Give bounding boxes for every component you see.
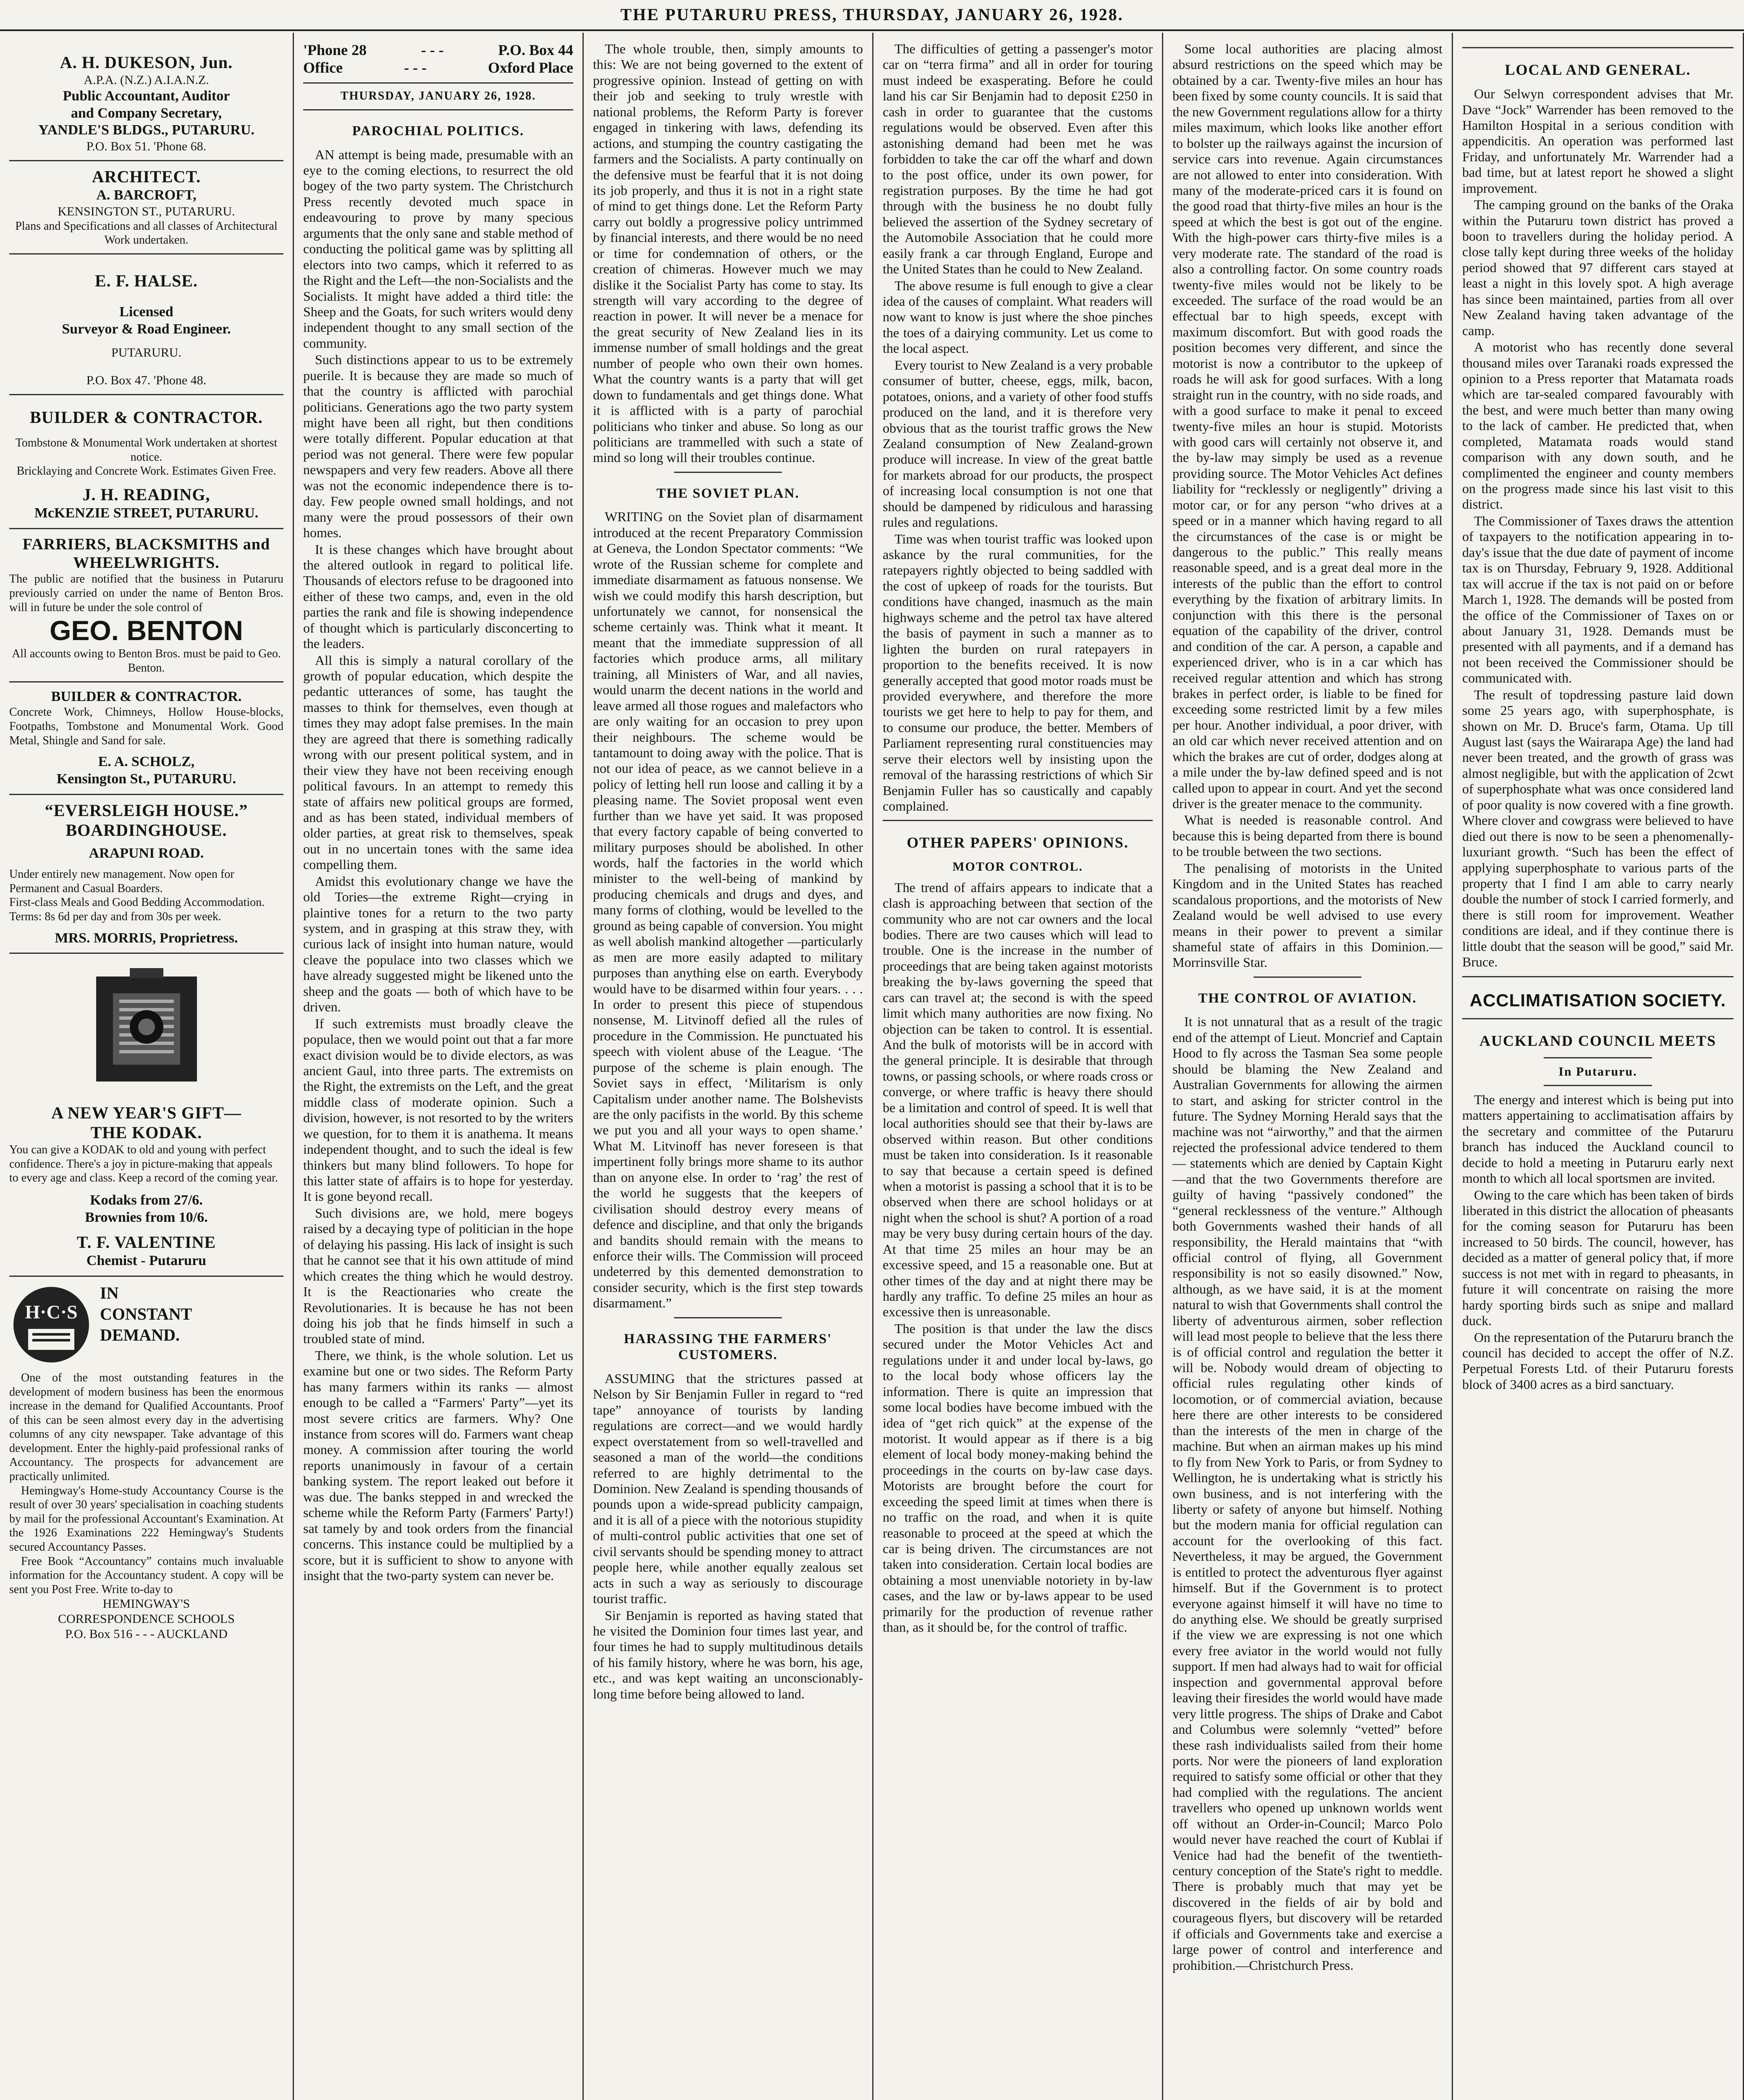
ad-name: E. A. SCHOLZ, [98, 754, 195, 770]
ad-line: PUTARURU. [111, 346, 181, 360]
ad-hemingway-body [9, 1371, 283, 1642]
ad-line: Under entirely new management. Now open for Permanent and Casual Boarders. [9, 868, 234, 895]
ad-line: Licensed [119, 304, 173, 320]
editorial-column [294, 33, 584, 2100]
ad-heading: FARRIERS, BLACKSMITHS and WHEELWRIGHTS. [22, 535, 270, 572]
ad-scholz [9, 688, 283, 788]
article-paragraph: The above resume is full enough to give a clear idea of the causes of complaint. What readers will now want to know is just where the shoe pinches the toes of a dairying community. Let us come to the local aspect. [883, 278, 1153, 356]
article-paragraph: It is these changes which have brought about the altered outlook in regard to political life. Thousands of electors refuse to be dragooned into either of these two camps, and, even in the old parties the rank and file is showing independence of thought which is particularly disconcerting to the leaders. [303, 541, 573, 651]
soviet-column [584, 33, 873, 2100]
ad-name: E. F. HALSE. [94, 271, 198, 290]
ad-benton [9, 535, 283, 675]
article-paragraph: The penalising of motorists in the United Kingdom and in the United States has reached scandalous proportions, and the motorists of New Zealand would be well advised to use every means in their power to prevent a similar shameful state of affairs in this Dominion.—Morrinsville Star. [1172, 860, 1442, 970]
article-subtitle: MOTOR CONTROL. [952, 859, 1083, 874]
article-body-motor-cont [1172, 41, 1442, 971]
article-body-soviet [593, 509, 863, 1311]
ad-line: P.O. Box 47. 'Phone 48. [86, 373, 207, 388]
place-label: Oxford Place [488, 59, 573, 76]
article-paragraph: Some local authorities are placing almost absurd restrictions on the speed which may be obtained by a car. Twenty-five miles an hour has been fixed by some county councils. It is said that the new Government regulations allow for a thirty miles maximum, which looks like another effort to bolster up the railways against the incursion of service cars into revenue. Again circumstances are not allowed to enter into consideration. With many of the moderate-priced cars it is found on the good road that thirty-five miles an hour is the speed at which the best is got out of the engine. With the high-power cars thirty-five miles is a very moderate rate. The standard of the road is also a controlling factor. On some country roads twenty-five miles would not be likely to be exceeded. The surface of the road would be an effectual bar to high speeds, except with maximum discomfort. But with good roads the position becomes very different, and since the motorist is now a contributor to the upkeep of roads he will ask for good surfaces. With a long straight run in the country, with no side roads, and with a good surface to make it penal to exceed twenty-five miles an hour is stupid. Motorists with good cars will certainly not observe it, and the by-law may simply be used as a revenue providing source. The Motor Vehicles Act defines liability for “recklessly or negligently” driving a motor car, or for any person “who drives at a speed or in a manner which having regard to all the circumstances of the case is or might be dangerous to the public.” This really means reasonable speed, and is a great deal more in the interests of the public than the effort to control everything by the fixation of arbitrary limits. In conjunction with this there is the personal equation of the capability of the driver, control and condition of the car. A person, a capable and experienced driver, who is in a car which has received regular attention and which has strong brakes in perfect order, is liable to be fined for exceeding some restricted limit by a few miles per hour. Another individual, a poor driver, with an old car which never received attention and on which the brakes are cut of order, dodges along at a mile under the by-law defined speed and is not called upon to appear in court. And yet the second driver is the greater menace to the community. [1172, 41, 1442, 811]
article-paragraph: The trend of affairs appears to indicate that a clash is approaching between that section of the community who are not car owners and the local bodies. There are two causes which will lead to trouble. One is the increase in the number of proceedings that are being taken against motorists breaking the by-laws governing the speed that cars can travel at; the second is with the speed limit which many authorities are now fixing. No objection can be taken to control. It is essential. And the bulk of motorists will be in accord with the general principle. It is desirable that through towns, or passing schools, or where roads cross or converge, or where traffic is heavy there should be a limitation and control of speed. It is well that local authorities should see that their by-laws are observed within reason. But other conditions must be taken into consideration. Is it reasonable to say that because a certain speed is defined when a motorist is passing a school that it is to be observed when there are school holidays or at night when the school is shut? A portion of a road may be very busy during certain hours of the day. At that time 25 miles an hour may be an excessive speed, and 15 a reasonable one. But at other times of the day and at night there may be hardly any traffic. To define 25 miles an hour as excessive then is unreasonable. [883, 879, 1153, 1320]
hcs-logo [9, 1283, 93, 1367]
divider [9, 953, 283, 954]
article-paragraph: On the representation of the Putaruru branch the council has decided to accept the offer of N.Z. Perpetual Forests Ltd. of their Putaruru forests block of 3400 acres as a bird sanctuary. [1462, 1329, 1734, 1392]
divider [9, 253, 283, 255]
ad-name: J. H. READING, [82, 485, 210, 504]
ad-halse [9, 271, 283, 388]
ad-line: MRS. MORRIS, Proprietress. [55, 930, 238, 946]
ad-line: All accounts owing to Benton Bros. must be paid to Geo. Benton. [12, 647, 281, 675]
article-paragraph: Such divisions are, we hold, mere bogeys raised by a decaying type of politician in the hope of delaying his passing. His lack of insight is such that he cannot see that it his own attitude of mind which creates the thing which he would destroy. It is the Reactionaries who create the Revolutionaries. It is because he has not been doing his job that he finds himself in such a troubled state of mind. [303, 1205, 573, 1347]
dateline: THURSDAY, JANUARY 26, 1928. [340, 89, 536, 103]
divider [1462, 1018, 1734, 1019]
ad-name: A. BARCROFT, [96, 187, 197, 203]
article-paragraph: The camping ground on the banks of the Oraka within the Putaruru town district has proved a boon to travellers during the holiday period. A close tally kept during three weeks of the holiday period showed that 97 different cars stayed at least a night in this lovely spot. A high average has since been maintained, parties from all over New Zealand having taken advantage of the camp. [1462, 197, 1734, 338]
article-body-parochial-cont [593, 41, 863, 466]
divider [674, 472, 782, 473]
divider [1544, 1085, 1652, 1086]
ad-line: One of the most outstanding features in the development of modern business has been the enormous increase in the demand for Qualified Accountants. Proof of this can be seen almost every day in the advertising columns of any city newspaper. Take advantage of this development. Enter the highly-paid professional ranks of Accountancy. The prospects for advancement are practically unlimited. [9, 1371, 283, 1483]
divider [9, 681, 283, 682]
article-title: LOCAL AND GENERAL. [1505, 61, 1691, 78]
article-body-harassing [593, 1371, 863, 1702]
divider [9, 160, 283, 161]
article-paragraph: What is needed is reasonable control. And because this is being departed from there is bound to be trouble between the two sections. [1172, 812, 1442, 859]
ad-line: Hemingway's Home-study Accountancy Course is the result of over 30 years' specialisation in coaching students by mail for the professional Accountant's Examination. At the 1926 Examinations 222 Hemingway's Students secured Accountancy Passes. [9, 1484, 283, 1554]
article-paragraph: The Commissioner of Taxes draws the attention of taxpayers to the notification appearing in to-day's issue that the due date of payment of income tax is on Thursday, February 9, 1928. Additional tax will accrue if the tax is not paid on or before March 1, 1928. The demands will be posted from the office of the Commissioner of Taxes on or about January 31, 1928. Demands must be presented with all payments, and if a demand has not been received the Commissioner should be communicated with. [1462, 513, 1734, 686]
article-title: OTHER PAPERS' OPINIONS. [907, 834, 1129, 851]
article-paragraph: All this is simply a natural corollary of the growth of popular education, which despite the pedantic utterances of some, has taught the masses to think for themselves, even though at times they may adopt false premises. In the main they are agreed that there is something radically wrong with our present political system, and in their view they have not been receiving enough political favours. In an attempt to remedy this state of affairs new political groups are formed, and as has been stated, individual members of older parties, at great risk to themselves, speak out in no uncertain tones with the same idea compelling them. [303, 652, 573, 872]
article-paragraph: Sir Benjamin is reported as having stated that he visited the Dominion four times last year, and four times he had to supply multitudinous details of his family history, where he was born, his age, etc., and was kept waiting an unconscionably-long time before being allowed to land. [593, 1607, 863, 1701]
article-paragraph: It is not unnatural that as a result of the tragic end of the attempt of Lieut. Moncrief and Captain Hood to fly across the Tasman Sea some people should be blaming the New Zealand and Australian Governments for allowing the airmen to start, and asking for stricter control in the future. The Sydney Morning Herald says that the machine was not “airworthy,” and that the airmen rejected the professional advice tendered to them— statements which are denied by Captain Kight—and that the two Governments therefore are guilty of having “passively condoned” the “general recklessness of the venture.” Although both Governments washed their hands of all responsibility, the Herald maintains that “with official control of flying, all Government responsibility is not so easily disowned.” Now, although, as we have said, it is at the moment natural to wish that Governments shall control the liberty of adventurous airmen, sober reflection will lead most people to believe that the less there is of official control and regulation the better it will be. Nobody would dream of objecting to official rules regulating other kinds of locomotion, or of commercial aviation, because here there are other interests to be considered than the interests of the men in charge of the machine. But when an airman makes up his mind to fly from New York to Paris, or from Sydney to Wellington, he is undertaking what is strictly his own business, and is not interfering with the liberty or safety of anyone but himself. Nothing but the modern mania for official regulation can account for the overlooking of this fact. Nevertheless, it may be argued, the Government is entitled to protect the adventurous flyer against himself. But if the Government is to protect everyone against himself it will have no time to do anything else. We should be greatly surprised if the view we are expressing is not one which every free aviator in the world would not fully support. If men had always had to wait for official inspection and governmental approval before leaving their firesides the world would have made very little progress. The ships of Drake and Cabot and Columbus were solemnly “vetted” before these rash individualists sailed from their home ports. Nor were the pioneers of land exploration required to satisfy some official or other that they had complied with the regulations. The ancient travellers who opened up unknown worlds went off without an Order-in-Council; Marco Polo would never have reached the court of Kublai if Venice had had the benefit of the twentieth-century conception of the State's right to meddle. There is probably much that may yet be discovered in the fields of air by bold and courageous flyers, but discovery will be retarded if officials and Governments take and exercise a large power of control and interference and prohibition.—Christchurch Press. [1172, 1014, 1442, 1973]
divider [9, 794, 283, 795]
divider [9, 528, 283, 529]
ad-line: Kensington St., PUTARURU. [56, 771, 236, 787]
article-paragraph: Owing to the care which has been taken of birds liberated in this district the allocation of pheasants for the coming season for Putaruru has been increased to 50 birds. The council, however, has decided as a matter of general policy that, if more success is not met with in regard to pheasants, in future it will concentrate on raising the more hardy sporting birds such as snipe and mallard duck. [1462, 1187, 1734, 1328]
article-paragraph: The whole trouble, then, simply amounts to this: We are not being governed to the extent of progressive opinion. Instead of getting on with their job and seeking to truly wrestle with national problems, the Reform Party is forever engaged in tinkering with laws, defending its actions, and stumping the country castigating the farmers and the Socialists. A party continually on the defensive must be fearful that it is not doing its job properly, and thus it is not in a right state of mind to get things done. Let the Reform Party carry out boldly a progressive policy untrimmed by financial interests, and there would be no need or time for condemnation of others, or the creation of chimeras. However much we may dislike it the Socialist Party has come to stay. Its strength will vary according to the degree of reaction in power. It will never be a menace for the great security of New Zealand lies in its immense number of small holdings and the great number of people who own their own homes. What the country wants is a party that will get down to fundamentals and get things done. What it is afflicted with is a party of parochial politicians who tinker and abuse. So long as our politicians are trammelled with such a state of mind so long will their troubles continue. [593, 41, 863, 465]
article-body-harassing-cont [883, 41, 1153, 814]
article-title: ACCLIMATISATION SOCIETY. [1469, 990, 1726, 1010]
ad-heading: BUILDER & CONTRACTOR. [51, 688, 242, 704]
ad-name: T. F. VALENTINE [76, 1233, 216, 1252]
advert-column [0, 33, 294, 2100]
office-label: Office [303, 59, 343, 76]
article-title: THE SOVIET PLAN. [656, 486, 800, 501]
article-paragraph: The energy and interest which is being put into matters appertaining to acclimatisation affairs by the secretary and committee of the Putaruru branch has induced the Auckland council to decide to hold a meeting in Putaruru early next month to which all local sportsmen are invited. [1462, 1092, 1734, 1186]
ad-reading [9, 408, 283, 522]
article-paragraph: The difficulties of getting a passenger's motor car on “terra firma” and all in order for touring must indeed be exasperating. Before he could land his car Sir Benjamin had to deposit £250 in cash in order to guarantee that the customs regulations would be observed. Even after this astonishing demand had been met he was forbidden to take the car off the wharf and down to the post office, under its own power, for registration purposes. By the time he had got through with the business he no doubt fully believed the assertion of the Sydney secretary of the Automobile Association that he could more easily frank a car through England, Europe and the United States than he could to New Zealand. [883, 41, 1153, 277]
ad-line: P.O. Box 51. 'Phone 68. [86, 139, 207, 154]
ad-heading: BUILDER & CONTRACTOR. [30, 408, 263, 427]
box-label: P.O. Box 44 [498, 42, 573, 58]
ad-line: Bricklaying and Concrete Work. Estimates Given Free. [16, 465, 276, 478]
ad-hemingway [9, 1283, 283, 1367]
ad-line: A.P.A. (N.Z.) A.I.A.N.Z. [84, 73, 209, 87]
kodak-camera-illustration [84, 960, 210, 1098]
ad-kodak [9, 960, 283, 1270]
divider [9, 394, 283, 395]
editorial-phone: 'Phone 28 - - - P.O. Box 44 [303, 42, 573, 58]
ad-line: Free Book “Accountancy” contains much invaluable information for the Accountancy student. A copy will be sent you Post Free. Write to-day to [9, 1554, 283, 1596]
article-paragraph: ASSUMING that the strictures passed at Nelson by Sir Benjamin Fuller in regard to “red tape” annoyance of tourists by landing regulations are correct—and we would hardly expect overstatement from so well-travelled and seasoned a man of the world—the conditions referred to are highly detrimental to the Dominion. New Zealand is spending thousands of pounds upon a wide-spread publicity campaign, and it is all of a piece with the notorious stupidity of multi-control public activities that one set of civil servants should be spending money to attract people here, while another equally zealous set acts in such a way as seriously to discourage tourist traffic. [593, 1370, 863, 1606]
article-title: HARASSING THE FARMERS' CUSTOMERS. [624, 1331, 832, 1363]
ad-name: A. H. DUKESON, Jun. [60, 53, 233, 72]
ad-line: Chemist - Putaruru [86, 1253, 207, 1269]
article-paragraph: Amidst this evolutionary change we have the old Tories—the extreme Right—crying in plaintive tones for a return to the two party system, and in grasping at this straw they, with curious lack of insight into human nature, would cleave the populace into two classes which we have already suggested might be likened unto the sheep and the goats — both of which have to be driven. [303, 873, 573, 1015]
phone-label: 'Phone 28 [303, 42, 367, 58]
divider [1462, 47, 1734, 48]
ad-line: McKENZIE STREET, PUTARURU. [34, 505, 259, 521]
ad-line: You can give a KODAK to old and young with perfect confidence. There's a joy in picture-making that appeals to every age and class. Keep a record of the coming year. [9, 1143, 278, 1185]
ad-line: CORRESPONDENCE SCHOOLS [58, 1612, 235, 1626]
article-paragraph: If such extremists must broadly cleave the populace, then we would point out that a far more exact division would be to divide electors, as was ancient Gaul, into three parts. The extremists on the Right, the extremists on the Left, and the great middle class of moderate opinion. Such a division, however, is not resorted to by the writers we question, for to them it is anathema. It means independent thought, and to such the ideal is few thinkers but many blind followers. To hope for this latter state of affairs is to hope for yesterday. It is gone beyond recall. [303, 1016, 573, 1204]
ad-line: Plans and Specifications and all classes of Architectural Work undertaken. [15, 219, 278, 247]
ad-heading: ARCHITECT. [92, 167, 201, 186]
ad-line: YANDLE'S BLDGS., PUTARURU. [38, 122, 254, 138]
motor-column [1163, 33, 1453, 2100]
article-paragraph: Our Selwyn correspondent advises that Mr. Dave “Jock” Warrender has been removed to the Hamilton Hospital in a serious condition with appendicitis. An operation was performed last Friday, and unfortunately Mr. Warrender had a bad time, but at latest report he showed a slight improvement. [1462, 86, 1734, 196]
divider [9, 1276, 283, 1277]
ad-line: Kodaks from 27/6. [90, 1192, 203, 1208]
harassing-column [873, 33, 1163, 2100]
ad-architect [9, 167, 283, 247]
ad-name: GEO. BENTON [50, 615, 243, 646]
divider [303, 109, 573, 110]
ad-line: KENSINGTON ST., PUTARURU. [58, 204, 235, 218]
divider [1254, 976, 1361, 978]
article-paragraph: The position is that under the law the discs secured under the Motor Vehicles Act and regulations under it and under local by-laws, go to the local body whose officers lay the information. There is quite an impression that some local bodies have become imbued with the idea of “get rich quick” at the expense of the motorist. It would appear as if there is a big element of local body money-making behind the proceedings in the courts on by-law case days. Motorists are brought before the court for exceeding the speed limit at times when there is no traffic on the road, and when it is quite reasonable to proceed at the speed at which the car is being driven. The circumstances are not taken into consideration. Certain local bodies are obtaining a most unenviable notoriety in by-law cases, and the law or by-laws appear to be used primarily for the production of revenue rather than, as it should be, for the control of traffic. [883, 1320, 1153, 1635]
ad-heading: THE KODAK. [90, 1123, 202, 1142]
divider [883, 820, 1153, 821]
ad-line: and Company Secretary, [71, 105, 222, 121]
article-paragraph: AN attempt is being made, presumable with an eye to the coming elections, to resurrect the old bogey of the two party system. The Christchurch Press recently devoted much space in endeavouring to prove by many specious arguments that the only sane and stable method of conducting the political game was by splitting all electors into two camps, which it referred to as the Right and the Left—the non-Socialists and the Socialists. It might have added a third title: the Sheep and the Goats, for such writers would deny independent thought to any small section of the community. [303, 147, 573, 351]
article-body-acclim [1462, 1092, 1734, 1392]
article-paragraph: There, we think, is the whole solution. Let us examine but one or two sides. The Reform Party has many farmers within its ranks — almost enough to be called a “Farmers' Party”—yet its most severe critics are farmers. Why? One instance from scores will do. Farmers want cheap money. A commission after touring the world reports unanimously in favour of a certain banking system. The report leaked out before it was due. The banks stepped in and wrecked the scheme while the Reform Party (Farmers' Party!) sat tamely by and took orders from the financial concerns. This instance could be multiplied by a score, but it is sufficient to show to anyone with insight that the two-party system can never be. [303, 1347, 573, 1583]
ad-eversleigh [9, 801, 283, 947]
ad-line: Public Accountant, Auditor [63, 88, 230, 104]
hcs-logo-text: H·C·S [25, 1301, 78, 1323]
ad-heading: A NEW YEAR'S GIFT— [51, 1103, 241, 1123]
article-body-local [1462, 86, 1734, 970]
ad-line: CONSTANT [100, 1304, 192, 1323]
ad-line: First-class Meals and Good Bedding Accommodation. [9, 896, 265, 909]
article-paragraph: WRITING on the Soviet plan of disarmament introduced at the recent Preparatory Commission at Geneva, the London Spectator comments: “We wrote of the Russian scheme for complete and immediate disarmament as fatuous nonsense. We wish we could modify this harsh description, but unfortunately we cannot, for nonsensical the scheme certainly was. Think what it meant. It meant that the immediate suppression of all factories which produce arms, all military training, all Ministers of War, and all navies, would unarm the decent nations in the world and leave armed all those rogues and malefactors who are only waiting for an occasion to prey upon their neighbours. The scheme would be tantamount to doing away with the police. That is not our idea of peace, as we cannot believe in a policy of letting hell run loose and calling it by a pleasing name. The Soviet proposal went even further than we have yet said. It was proposed that every factory capable of being converted to military purposes should be abolished. In other words, half the factories in the world which minister to the well-being of mankind by producing chemicals and drugs and dyes, and many forms of clothing, would be levelled to the ground as being capable of conversion. You might as well abolish mankind altogether —particularly as men are more easily adapted to military purposes than anything else on earth. Everybody would have to be disarmed within four years. . . . In order to present this piece of stupendous nonsense, M. Litvinoff defied all the rules of procedure in the Commission. He punctuated his speech with violent abuse of the League. ‘The purpose of the scheme is plain enough. The Soviet says in effect, ‘Militarism is only Capitalism under another name. The Bolshevists are the only pacifists in the world. By this scheme we put you and all your ways to open shame.’ What M. Litvinoff has never foreseen is that impertinent folly brings more shame to its author than on anyone else. In order to ‘rag’ the rest of the world he suggests that the keepers of civilisation should destroy every means of defence and discipline, and that only the brigands and bandits should remain with the means to enforce their wills. The Commission will proceed undeterred by this demented demonstration to consider security, which is the first step towards disarmament.” [593, 509, 863, 1311]
masthead: THE PUTARURU PRESS, THURSDAY, JANUARY 26, 1928. [0, 0, 1744, 31]
ad-line: Brownies from 10/6. [85, 1209, 208, 1225]
ad-heading: BOARDINGHOUSE. [66, 820, 227, 840]
article-body-aviation [1172, 1014, 1442, 1973]
article-paragraph: Time was when tourist traffic was looked upon askance by the rural communities, for the ratepayers rightly objected to being saddled with the cost of upkeep of roads for the tourists. But conditions have changed, inasmuch as the main highways scheme and the petrol tax have altered the basis of payment in such a manner as to lighten the burden on rural ratepayers in proportion to the benefits received. It is now generally accepted that good motor roads must be provided everywhere, and therefore the more tourists we get here to help to pay for them, and to consume our produce, the better. Members of Parliament representing rural constituencies may serve their electors well by insisting upon the removal of the harassing restrictions of which Sir Benjamin Fuller has so caustically and capably complained. [883, 531, 1153, 814]
divider [303, 82, 573, 84]
article-paragraph: A motorist who has recently done several thousand miles over Taranaki roads expressed the opinion to a Press reporter that Matamata roads which are tar-sealed compared favourably with the best, and were much better than many owing to the lack of camber. He predicted that, when completed, Matamata roads would stand comparison with any down south, and he complimented the engineer and county members on the progress made since his last visit to this district. [1462, 339, 1734, 512]
ad-line: P.O. Box 516 - - - AUCKLAND [65, 1627, 228, 1641]
ad-line: Concrete Work, Chimneys, Hollow House-blocks, Footpaths, Tombstone and Monumental Work. Good Metal, Shingle and Sand for sale. [9, 706, 283, 747]
divider [1544, 1057, 1652, 1058]
article-title: PAROCHIAL POLITICS. [352, 123, 525, 139]
article-paragraph: The result of topdressing pasture laid down some 25 years ago, with superphosphate, is shown on Mr. D. Bruce's farm, Otama. Up till August last (says the Wairarapa Age) the land had never been treated, and the growth of grass was almost negligible, but with the application of 2cwt of superphosphate what was once considered land of poor quality is now covered with a fine growth. Where clover and cowgrass were believed to have died out there is now to be seen a phenomenally-luxuriant growth. “Such has been the effect of applying superphosphate to various parts of the property that I find I am able to carry nearly double the number of stock I carried formerly, and there is still room for improvement. Weather conditions are ideal, and if they continue there is little doubt that the season will be good,” said Mr. Bruce. [1462, 687, 1734, 970]
divider [1462, 976, 1734, 977]
editorial-office: Office - - - Oxford Place [303, 59, 573, 76]
ad-line: ARAPUNI ROAD. [89, 845, 204, 861]
ad-line: HEMINGWAY'S [102, 1597, 190, 1611]
article-body-parochial [303, 147, 573, 1584]
local-column [1453, 33, 1744, 2100]
ad-line: IN [100, 1283, 119, 1302]
divider [674, 1317, 782, 1318]
article-paragraph: Every tourist to New Zealand is a very probable consumer of butter, cheese, eggs, milk, bacon, potatoes, onions, and a variety of other food stuffs produced on the land, and it is therefore very obvious that as the tourist traffic grows the New Zealand consumption of New Zealand-grown produce will increase. In view of the great battle for markets abroad for our products, the prospect of increasing local consumption is not one that should be dampened by ridiculous and harassing rules and regulations. [883, 357, 1153, 530]
article-subtitle: In Putaruru. [1558, 1064, 1637, 1079]
ad-heading: “EVERSLEIGH HOUSE.” [45, 801, 248, 820]
ad-line: Surveyor & Road Engineer. [62, 321, 231, 337]
article-title: THE CONTROL OF AVIATION. [1198, 990, 1417, 1006]
article-subtitle: AUCKLAND COUNCIL MEETS [1479, 1032, 1717, 1049]
ad-line: The public are notified that the business in Putaruru previously carried on under the name of Benton Bros. will in future be under the sole control of [9, 572, 283, 614]
ad-line: Terms: 8s 6d per day and from 30s per week. [9, 910, 222, 923]
ad-line: DEMAND. [100, 1325, 180, 1344]
article-paragraph: Such distinctions appear to us to be extremely puerile. It is because they are made so much of that the country is afflicted with parochial politicians. Generations ago the two party system might have been all right, but then conditions were totally different. Popular education at that period was not general. There were few popular newspapers and very few readers. Above all there was not the economic independence there is to-day. Few people owned small holdings, and not many were the proud possessors of their own homes. [303, 352, 573, 541]
ad-dukeson [9, 53, 283, 154]
ad-line: Tombstone & Monumental Work undertaken at shortest notice. [15, 436, 278, 464]
article-body-motor [883, 880, 1153, 1635]
